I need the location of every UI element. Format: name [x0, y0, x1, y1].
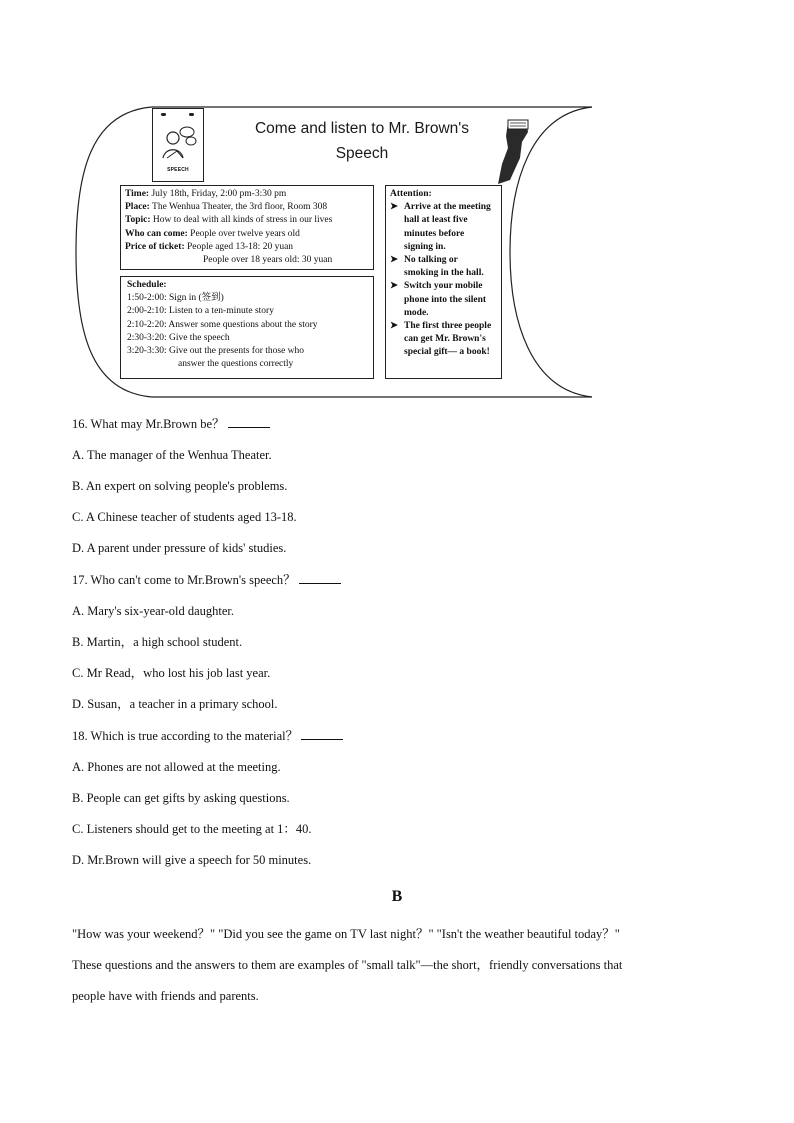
schedule-item: 1:50-2:00: Sign in (签到): [127, 293, 224, 304]
who-value: People over twelve years old: [190, 228, 300, 239]
attention-item: [390, 320, 497, 360]
schedule-item: 2:10-2:20: Answer some questions about the story: [127, 319, 318, 330]
option-18a: A. Phones are not allowed at the meeting.: [72, 760, 281, 774]
logo-label: SPEECH: [167, 167, 189, 173]
attention-line: Switch your mobile: [404, 281, 483, 292]
option-17b: B. Martin，a high school student.: [72, 635, 243, 649]
arrow-icon: ➤: [390, 281, 398, 292]
attention-line: can get Mr. Brown's: [404, 334, 486, 345]
speech-logo: [152, 108, 204, 182]
option-16d: D. A parent under pressure of kids' studies.: [72, 541, 287, 555]
attention-line: special gift— a book!: [404, 347, 490, 358]
arrow-icon: ➤: [390, 202, 398, 213]
attention-item: [390, 280, 497, 320]
schedule-item: 2:30-3:20: Give the speech: [127, 332, 230, 343]
price-value-1: People aged 13-18: 20 yuan: [186, 241, 294, 252]
attention-line: Arrive at the meeting: [404, 202, 491, 213]
section-b-heading: B: [391, 888, 403, 905]
question-stem: 17. Who can't come to Mr.Brown's speech？: [72, 573, 296, 587]
arrow-icon: ➤: [390, 255, 398, 266]
schedule-item: 2:00-2:10: Listen to a ten-minute story: [127, 306, 274, 317]
question-stem: 16. What may Mr.Brown be？: [72, 417, 225, 431]
passage-line: "How was your weekend？" "Did you see the game on TV last night？" "Isn't the weather beautiful today？": [72, 927, 620, 941]
attention-line: phone into the silent: [404, 294, 487, 305]
topic-label: Topic:: [125, 215, 151, 226]
attention-line: smoking in the hall.: [404, 268, 484, 279]
passage-line: These questions and the answers to them are examples of "small talk"—the short，friendly conversations that: [72, 958, 623, 972]
option-16c: C. A Chinese teacher of students aged 13-18.: [72, 510, 297, 524]
option-18d: D. Mr.Brown will give a speech for 50 minutes.: [72, 853, 312, 867]
price-label: Price of ticket:: [125, 241, 185, 252]
speaker-icon: [153, 117, 203, 167]
attention-box: [385, 185, 502, 379]
attention-item: [390, 254, 497, 280]
poster-title-line1: Come and listen to Mr. Brown's: [254, 120, 470, 137]
option-16b: B. An expert on solving people's problems.: [72, 479, 288, 493]
poster-title: [212, 116, 512, 166]
speech-poster: [72, 104, 596, 400]
time-label: Time:: [125, 189, 150, 199]
attention-line: No talking or: [404, 255, 458, 266]
question-17: [72, 572, 341, 588]
option-16a: A. The manager of the Wenhua Theater.: [72, 448, 272, 462]
place-label: Place:: [125, 202, 150, 213]
attention-line: hall at least five: [404, 215, 468, 226]
schedule-label: Schedule:: [127, 280, 167, 290]
option-17d: D. Susan，a teacher in a primary school.: [72, 697, 278, 711]
who-label: Who can come:: [125, 228, 188, 239]
schedule-item: 3:20-3:30: Give out the presents for those who: [127, 346, 305, 357]
question-16: [72, 416, 270, 432]
option-18c: C. Listeners should get to the meeting at 1：40.: [72, 822, 312, 836]
schedule-item-continued: answer the questions correctly: [178, 359, 294, 370]
question-stem: 18. Which is true according to the material？: [72, 729, 299, 743]
event-info-box: [120, 185, 374, 270]
schedule-box: [120, 276, 374, 379]
attention-item: [390, 201, 497, 254]
question-18: [72, 728, 343, 744]
attention-line: minutes before: [404, 228, 465, 239]
price-value-2: People over 18 years old: 30 yuan: [203, 255, 333, 266]
answer-blank[interactable]: [228, 416, 270, 428]
attention-line: signing in.: [404, 241, 446, 252]
place-value: The Wenhua Theater, the 3rd floor, Room 308: [152, 202, 328, 213]
answer-blank[interactable]: [301, 728, 343, 740]
attention-line: The first three people: [404, 321, 492, 332]
arrow-icon: ➤: [390, 321, 398, 332]
microphone-hand-icon: [492, 118, 536, 188]
option-17a: A. Mary's six-year-old daughter.: [72, 604, 235, 618]
poster-title-line2: Speech: [335, 145, 389, 162]
answer-blank[interactable]: [299, 572, 341, 584]
attention-label: Attention:: [390, 189, 432, 199]
time-value: July 18th, Friday, 2:00 pm-3:30 pm: [151, 189, 287, 199]
option-17c: C. Mr Read，who lost his job last year.: [72, 666, 271, 680]
topic-value: How to deal with all kinds of stress in our lives: [152, 215, 333, 226]
option-18b: B. People can get gifts by asking questions.: [72, 791, 290, 805]
passage-line: people have with friends and parents.: [72, 989, 259, 1003]
attention-line: mode.: [404, 307, 429, 318]
